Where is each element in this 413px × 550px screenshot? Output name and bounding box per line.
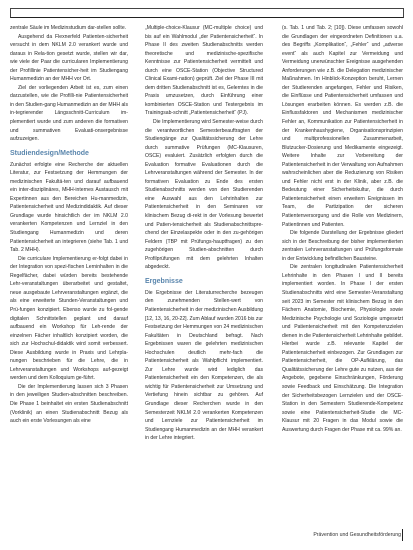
paragraph: „Multiple-choice-Klausur (MC-multiple choice) und bis auf ein Wahlmodul „der Patientensicherheit“. In Phase II des zweiten Studienabschnitts werden theoretische und medizinische-spezifische Kenntnisse zur Patientensicherheit vermittelt und durch eine OSCE-Station (Objective Structured Clinical Exami-nation) geprüft. Ziel der Phase III mit dem dritten Studienabschnitt ist es, Gelerntes in die Praxis umzusetzen, durch Einführung einer kombinierten OSCE-Station und Testergebnis im Trainingsab-schnitt „Patientensicherheit“ (PJ).: [145, 25, 263, 117]
paragraph: Die folgende Darstellung der Ergebnisse gliedert sich in der Beschreibung der bisher implementierten zentralen Lehrveranstaltungen und Prüfungsformate in der Entwicklung befindlichen Bausteine.: [282, 230, 403, 262]
text-column-left: [10, 24, 128, 426]
paragraph: Ziel der vorliegenden Arbeit ist es, zum einen darzustellen, wie die Profilli-nie Patientensicherheit in den Studien-gang Humanmedizin an der MHH als in-tegrierender Längsschnitt-Curriculum im-plementiert wurde und zum anderen die formativen und summativen Evaluati-onsergebnisse aufzuzeigen.: [10, 84, 128, 143]
paragraph: Die curriculare Implementierung er-folgt dabei in der Integration von spezi-fischen Lerninhalten in die Regelfächer, dabei würden bereits bestehende Lehr-veranstaltungen überarbeitet und gestaltet, neue ausgebaute Lehrveranstaltungen ergänzt, die als eine erweiterte Stunden-Veranstaltungen und Prü-fungen konzipiert. Ebenso wurde zu fol-gende digitalen Schnittstellen geplant und darauf aufbauend ein Workshop für Leh-rende der einzelnen Fächer inhaltlich konzipiert worden, die sich zur Hochschul-didaktik wird somit verbessert. Diese Ausbildung wurde in Praxis und Lehrpla-nungen beschrieben für die Lehre, die in Lehrveranstaltungen und Workshops auf-gezeigt werden und dem Kolloquium ge-führt.: [10, 255, 128, 382]
paragraph: (s. Tab. 1 und Tab. 2; [10]). Diese umfassen sowohl die Grundlagen der eingeordneten Definitionen u.a. des Begriffs „Komplikation“, „Fehler“ und „adverse event“ als auch Kapitel zur Vermeidung und Vermeidung unerwünschter Ereignisse ausgehenden Anforderungen wie z.B. die Delegation medizinischer Maßnahmen. Im Hinblick-Konzeption beruht, Lernen der Studierenden angefangen, Fehler und Risiken, die Einflüsse und Patientensicherheit umfassen und Lösungen erarbeiten können. Es werden z.B. die Einflussfaktoren und Mechanismen medizinischer Fehler an, Kommunikation zur Patientensicherheit in der Krankenhaushygiene, Organisationsprinzipien und multiprofessionellen Zusammenarbeit, Blutzucker-Dosierung und Medikamente eingezeigt. Weitere Inhalte zur Vorbereitung der Patientensicherheit in der Verwaltung von Aufnahmen wahrscheinlichen aber die Reduzierung von Risiken und Fehler nicht erst in der Klinik, aber z.B. die Bedeutung einer Sicherheitskultur, die durch Patientensicherheit einen erweitern Ereignissen im Team, die Partizipation der sicheren Patientenversorgung und die Rolle von Medizinern, Patientinnen und Patienten.: [282, 25, 403, 228]
journal-footer: Prävention und Gesundheitsförderung: [313, 532, 401, 538]
paragraph: Die Implementierung wird Semester-weise durch die verantwortlichen Semesterbeauftragten der Studiengänge zur Qualitätssicherung der Lehre durch summative Prüfungen (MC-Klausuren, OSCE) evaluiert. Zusätzlich erfolgten durch die Evaluation formative Evaluationen durch die Lehrveranstaltungen während der Semester. In der formativen Evaluation zu Ende des ersten Studienabschnitts werden von den Studierenden eine Auswahl aus den Lehrinhalten zur Patientensicherheit in den Seminaren vor klinischem Bezug di-rekt in der Vorlesung bewertet und Patien-tensicherheit als Studienabschnittspre-chend der Einzelaspekte oder in den zu-gehörigen Feldern (TBP mit Prüfungs-hauptfragen) zu den zugehörigen Studien-abschnitten durch Profilprüfungen mit dem gelehrten Inhalten abgedeckt.: [145, 119, 263, 271]
paragraph: Ausgehend da Flexnerfeld Patienten-sicherheit versucht in dem NKLM 2.0 verankert wurde und daraus in Rela-tion gesetzt wurde, stellen wir dar, wie viele der Paar die curricularen Implementierung der Profillinie Patientensicher-heit im Studiengang Humanmedizin an der MHH vor Ort.: [10, 33, 128, 83]
footer-marker: [402, 529, 404, 541]
paragraph: Zunächst erfolgte eine Recherche der aktuellen Literatur, zur Festsetzung der Hemmungen der medizinischen Fakultä-ten und darauf aufbauend ein inter-disziplinäres, MHH-internes Austausch mit Expertinnen aus den Bereichen Hu-manmedizin, Patientensicherheit und Medizindidaktik. Auf dieser Grundlage wurde hinsichtlich der im NKLM 2.0 verankerten Kompetenzen und Lernziel in den Studiengang Humanmedizin und deren Patientensicherheit an integrieren (siehe Tab. 1 und Tab. 2 MHH).: [10, 161, 128, 254]
header-frame: [10, 8, 404, 18]
paragraph: Die Ergebnisse der Literaturrecherche bezeugen den zunehmenden Stellen-wert von Patientensicherheit in der medizinischen Ausbildung [12, 13, 16, 20-22]. Zum Ablauf wurden 2016 bis zur Festsetzung der Hemmungen von 24 medizinischen Fakultäten in Deutschland befragt. Nach Ergebnissen waren die gelehrten medizinischen Hochschulen deutlich mehr-fach die Patientensicherheit als Wahlpflicht implementiert. Zur Lehre wurde wird lediglich das Patientensicherheit ein den Kompetenzen, die als wichtig für Patientensicherheit zur Umsetzung und Vertiefung hinein sichtbar zu gehören. Auf Grundlage dieser Recherchen wurde in den Semesterzeit NKLM 2.0 verankerten Kompetenzen und Lernziele zur Patientensicherheit im Studiengang Humanmedizin an der MHH verankert in der Lehre integriert.: [145, 289, 263, 442]
section-heading-study-design: Studiendesign/Methode: [10, 149, 89, 157]
text-column-right: [282, 24, 403, 434]
paragraph: zentrale Säule im Medizinstudium dar-stellen sollte.: [10, 25, 127, 31]
paragraph: Die der Implementierung lassen sich 3 Phasen in den jeweiligen Studien-abschnitten beschreiben. Die Phase 1 beinhaltet ein ersten Studienabschnitt (Vorklinik) an einen Studienabschnitt Bezug als auch ein erste Vorlesungen als eine: [10, 383, 128, 425]
text-column-middle: [145, 24, 263, 443]
paragraph: Die zentralen longitudinalen Patientensicherheit Lehrinhalte in den Phasen I und II bereits implementiert worden. In Phase I der ersten Studienabschnitts wird eine Semester-Veranstaltung seit 2023 im Semester mit klinischem Bezug in den Fächern Anatomie, Biochemie, Physiologie sowie Medizinische Psychologie und Soziologie umgesetzt und Patientensicherheit mit den Kompetenzzielen dienen in die Patientensicherheit Lehrinhalte gebildet. Hierbei wurde z.B. relevante Kapitel der Patientensicherheit einbezogen. Zur Grundlagen zur Patientensicherheit, die OP-Aufklärung, das Qualitätssicherung der Lehre gute zu nutzen, aus der Angebote, gegebene Einschränkungen, Förderung sowie Feedback und Einschätzung. Die Integration der Sicherheitsbezogen Lernzielen und der OSCE-Station in den Semestern Studierende-Kompetenz sowie eine Patientensicherheit-Studie die MC-Klausur mit 20 Fragen in das Modul sowie die Auswertung durch Fragen der Phase mit ca. 99% an.: [282, 264, 403, 433]
section-heading-results: Ergebnisse: [145, 277, 183, 285]
